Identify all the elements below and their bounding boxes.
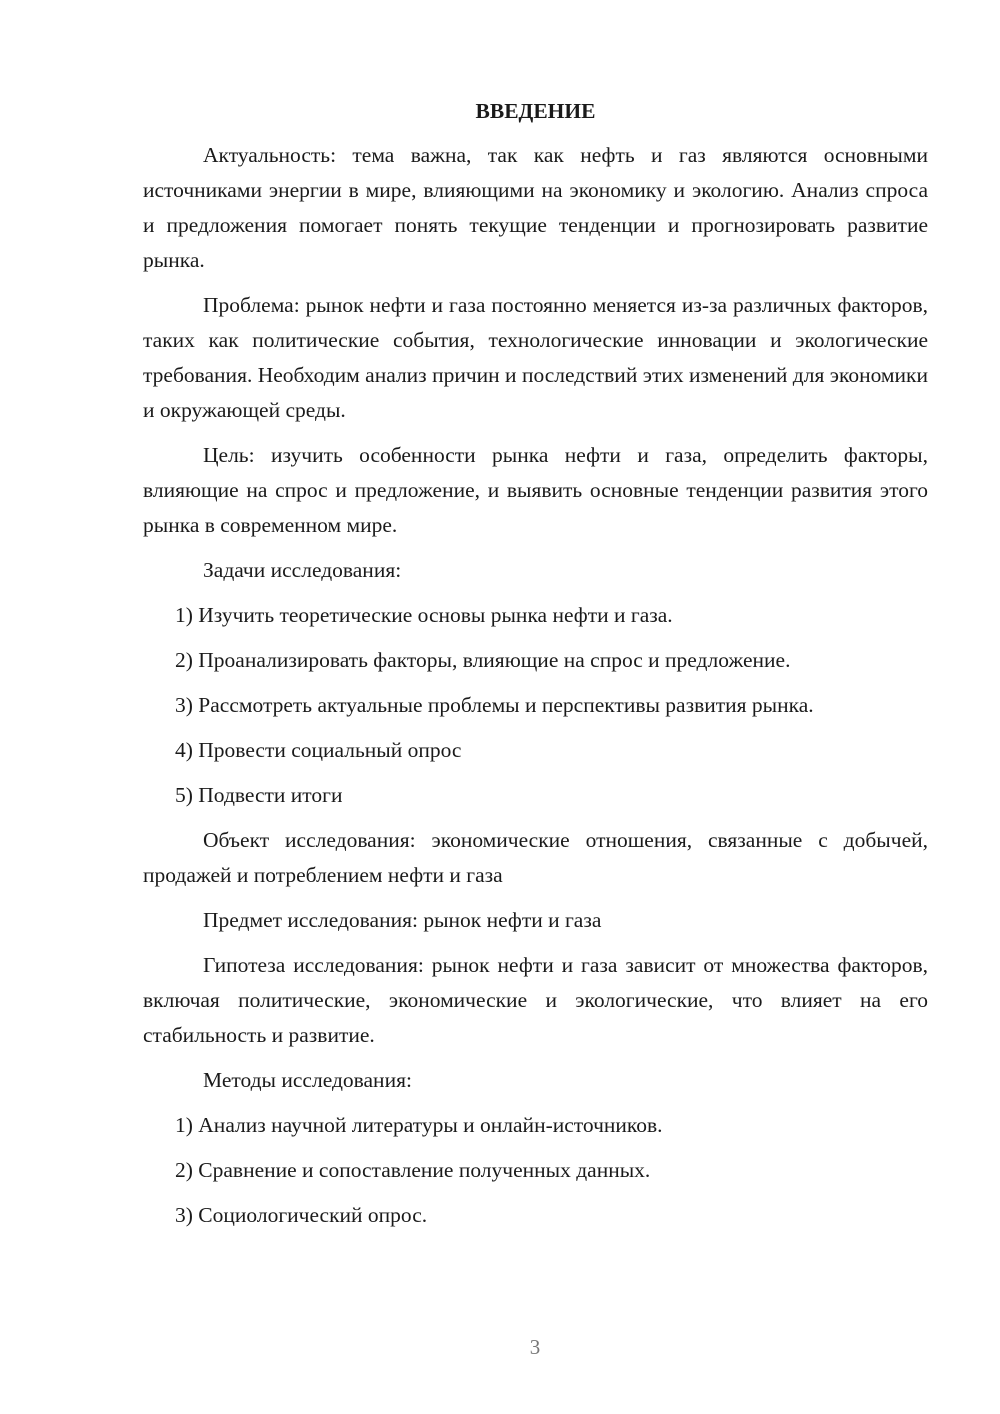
methods-heading: Методы исследования: — [203, 1068, 412, 1092]
task-item: 2) Проанализировать факторы, влияющие на спрос и предложение. — [175, 648, 791, 672]
subject-paragraph: Предмет исследования: рынок нефти и газа — [203, 908, 602, 932]
tasks-heading: Задачи исследования: — [203, 558, 402, 582]
hypothesis-paragraph: Гипотеза исследования: рынок нефти и газа зависит от множества факторов, включая политические, экономические и экологические, что влияет на его стабильность и развитие. — [143, 953, 928, 1047]
page-content — [143, 96, 928, 1243]
method-item: 2) Сравнение и сопоставление полученных данных. — [175, 1158, 651, 1182]
task-item: 3) Рассмотреть актуальные проблемы и перспективы развития рынка. — [175, 693, 814, 717]
object-paragraph: Объект исследования: экономические отношения, связанные с добычей, продажей и потреблением нефти и газа — [143, 828, 928, 887]
page-number: 3 — [529, 1335, 541, 1359]
goal-paragraph: Цель: изучить особенности рынка нефти и газа, определить факторы, влияющие на спрос и предложение, и выявить основные тенденции развития этого рынка в современном мире. — [143, 443, 928, 537]
problem-paragraph: Проблема: рынок нефти и газа постоянно меняется из-за различных факторов, таких как политические события, технологические инновации и экологические требования. Необходим анализ причин и последствий этих изменений для экономики и окружающей среды. — [143, 293, 928, 422]
task-item: 4) Провести социальный опрос — [175, 738, 462, 762]
relevance-paragraph: Актуальность: тема важна, так как нефть и газ являются основными источниками энергии в мире, влияющими на экономику и экологию. Анализ спроса и предложения помогает понять текущие тенденции и прогнозировать развитие рынка. — [143, 143, 928, 272]
method-item: 1) Анализ научной литературы и онлайн-источников. — [175, 1113, 663, 1137]
task-item: 5) Подвести итоги — [175, 783, 343, 807]
method-item: 3) Социологический опрос. — [175, 1203, 428, 1227]
task-item: 1) Изучить теоретические основы рынка нефти и газа. — [175, 603, 673, 627]
section-title: ВВЕДЕНИЕ — [475, 99, 596, 123]
